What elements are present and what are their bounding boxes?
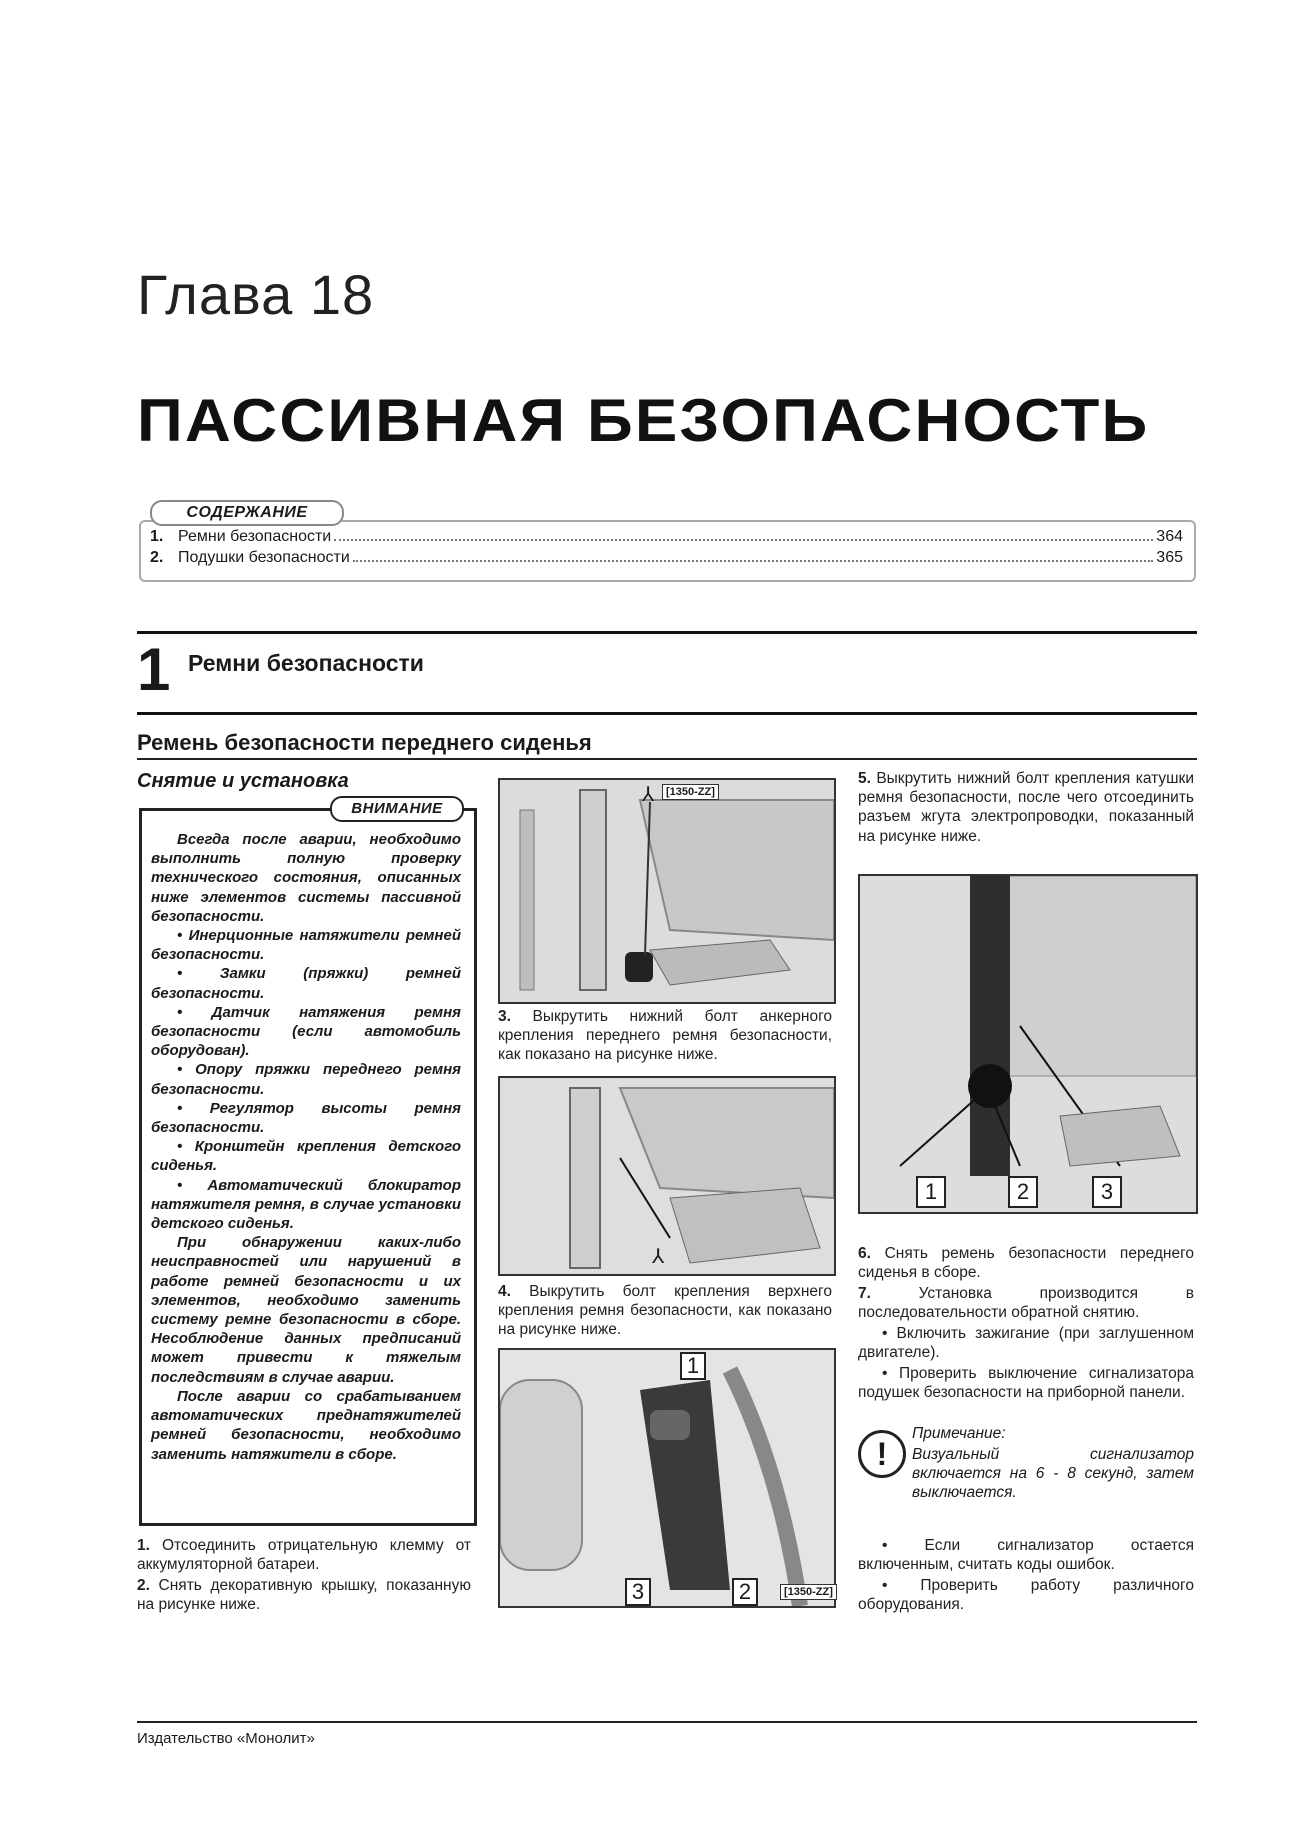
step-text: Выкрутить нижний болт крепления катушки ремня безопасности, после чего отсоединить разъем жгута электропроводки, показанный на рисунке ниже. xyxy=(858,770,1194,845)
step-text: Снять ремень безопасности переднего сиденья в сборе. xyxy=(858,1245,1195,1282)
callout-3: 3 xyxy=(1092,1176,1122,1208)
step-7 xyxy=(858,1284,1194,1322)
toc-leader-dots xyxy=(353,560,1154,562)
step-number: 3. xyxy=(498,1008,511,1025)
warning-bullet: • Кронштейн крепления детского сиденья. xyxy=(151,1138,461,1175)
figure-decorative-cover xyxy=(498,778,836,1004)
toc-item-page: 364 xyxy=(1156,528,1183,545)
step-4 xyxy=(498,1282,832,1340)
warning-text xyxy=(151,830,461,1464)
callout-1: 1 xyxy=(916,1176,946,1208)
section-top-rule xyxy=(137,631,1197,634)
toc-item-page: 365 xyxy=(1156,549,1183,566)
figure-illustration xyxy=(500,1350,834,1606)
step-5 xyxy=(858,769,1194,846)
figure-anchor-bolt xyxy=(498,1076,836,1276)
warning-bullet: • Автоматический блокиратор натяжителя ремня, в случае установки детского сиденья. xyxy=(151,1176,461,1233)
install-bullet xyxy=(858,1324,1194,1362)
toc-item-text: Подушки безопасности xyxy=(178,549,350,566)
toc-leader-dots xyxy=(334,539,1153,541)
figure-illustration xyxy=(500,780,834,1002)
warning-paragraph: После аварии со срабатыванием автоматических преднатяжителей ремней безопасности, необходимо заменить натяжители в сборе. xyxy=(151,1387,461,1463)
step-number: 7. xyxy=(858,1285,871,1302)
step-number: 5. xyxy=(858,770,871,787)
figure-illustration xyxy=(500,1078,834,1274)
chapter-label: Глава 18 xyxy=(137,263,375,326)
chapter-title: ПАССИВНАЯ БЕЗОПАСНОСТЬ xyxy=(137,387,1150,454)
step-number: 6. xyxy=(858,1245,871,1262)
step-text: Установка производится в последовательности обратной снятию. xyxy=(858,1285,1194,1322)
callout-1: 1 xyxy=(680,1352,706,1380)
procedure-subheading: Снятие и установка xyxy=(137,770,349,792)
step-number: 1. xyxy=(137,1537,150,1554)
warning-bullet: • Датчик натяжения ремня безопасности (если автомобиль оборудован). xyxy=(151,1003,461,1060)
install-bullet xyxy=(858,1576,1194,1614)
step-number: 2. xyxy=(137,1577,150,1594)
bullet-text: • Проверить выключение сигнализатора подушек безопасности на приборной панели. xyxy=(858,1365,1194,1402)
step-text: Выкрутить болт крепления верхнего крепления ремня безопасности, как показано на рисунке ниже. xyxy=(498,1283,832,1339)
install-bullet xyxy=(858,1364,1194,1402)
step-1 xyxy=(137,1536,471,1574)
bullet-text: • Проверить работу различного оборудования. xyxy=(858,1577,1194,1614)
toc-tab: СОДЕРЖАНИЕ xyxy=(150,500,344,526)
subsection-title: Ремень безопасности переднего сиденья xyxy=(137,730,592,755)
step-number: 4. xyxy=(498,1283,511,1300)
footer-rule xyxy=(137,1721,1197,1723)
callout-3: 3 xyxy=(625,1578,651,1606)
warning-bullet: • Замки (пряжки) ремней безопасности. xyxy=(151,965,461,1002)
figure-retractor xyxy=(858,874,1198,1214)
toc-item-number: 1. xyxy=(150,528,164,545)
callout-2: 2 xyxy=(1008,1176,1038,1208)
install-bullet xyxy=(858,1536,1194,1574)
exclamation-icon: ! xyxy=(858,1430,906,1478)
bolt-arrow-icon: ⅄ xyxy=(652,1246,665,1268)
section-title: Ремни безопасности xyxy=(188,650,424,676)
step-3 xyxy=(498,1007,832,1065)
warning-paragraph: При обнаружении каких-либо неисправностей или нарушений в работе ремней безопасности и их элементов, необходимо заменить систему ремне безопасности в сборе. Несоблюдение данных предписаний может привести к тяжелым последствиям в случае аварии. xyxy=(151,1234,461,1386)
publisher-footer: Издательство «Монолит» xyxy=(137,1730,315,1747)
step-6 xyxy=(858,1244,1194,1282)
figure-illustration xyxy=(860,876,1196,1212)
note-label: Примечание: xyxy=(912,1425,1006,1442)
warning-bullet: • Регулятор высоты ремня безопасности. xyxy=(151,1099,461,1137)
bolt-arrow-icon: ⅄ xyxy=(642,784,655,806)
figure-code-tag: [1350-ZZ] xyxy=(780,1584,837,1600)
bullet-text: • Если сигнализатор остается включенным, считать коды ошибок. xyxy=(858,1537,1194,1574)
toc-item-2[interactable] xyxy=(150,549,1183,567)
section-number: 1 xyxy=(137,636,171,703)
toc-item-number: 2. xyxy=(150,549,164,566)
subsection-rule xyxy=(137,758,1197,760)
section-bottom-rule xyxy=(137,712,1197,715)
callout-2: 2 xyxy=(732,1578,758,1606)
bullet-text: • Включить зажигание (при заглушенном двигателе). xyxy=(858,1325,1194,1362)
warning-paragraph: Всегда после аварии, необходимо выполнить полную проверку технического состояния, описанных ниже элементов системы пассивной безопасности. xyxy=(151,831,461,925)
step-text: Снять декоративную крышку, показанную на рисунке ниже. xyxy=(137,1577,471,1614)
warning-bullet: • Опору пряжки переднего ремня безопасности. xyxy=(151,1061,461,1098)
toc-item-1[interactable] xyxy=(150,528,1183,546)
step-text: Отсоединить отрицательную клемму от аккумуляторной батареи. xyxy=(137,1537,471,1574)
figure-upper-mount xyxy=(498,1348,836,1608)
figure-code-tag: [1350-ZZ] xyxy=(662,784,719,800)
toc-item-text: Ремни безопасности xyxy=(178,528,332,545)
warning-bullet: • Инерционные натяжители ремней безопасности. xyxy=(151,927,461,964)
step-text: Выкрутить нижний болт анкерного крепления переднего ремня безопасности, как показано на рисунке ниже. xyxy=(498,1008,832,1064)
note-text: Визуальный сигнализатор включается на 6 - 8 секунд, затем выключается. xyxy=(912,1446,1194,1502)
warning-tab: ВНИМАНИЕ xyxy=(330,796,464,822)
step-2 xyxy=(137,1576,471,1614)
